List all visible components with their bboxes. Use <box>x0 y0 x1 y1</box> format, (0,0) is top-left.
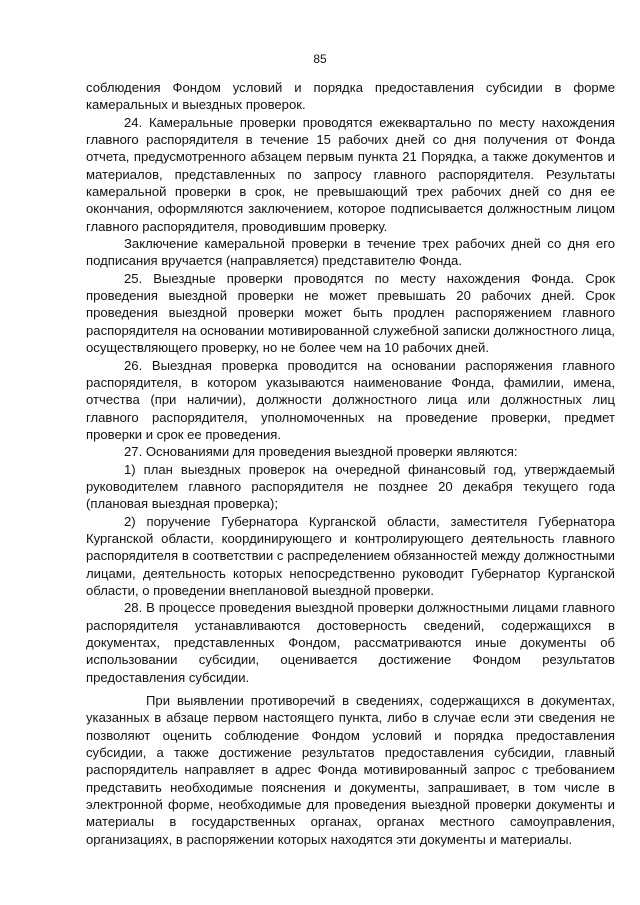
document-body <box>86 79 615 848</box>
page-number: 85 <box>313 52 327 66</box>
paragraph-26: 26. Выездная проверка проводится на основании распоряжения главного распорядителя, в котором указываются наименование Фонда, фамилии, имена, отчества (при наличии), должности должностного лица или должностных лиц главного распорядителя, уполномоченных на проведение проверки, предмет проверки и срок ее проведения. <box>86 357 615 442</box>
paragraph-25: 25. Выездные проверки проводятся по месту нахождения Фонда. Срок проведения выездной проверки не может превышать 20 рабочих дней. Срок проведения выездной проверки может быть продлен распоряжением главного распорядителя на основании мотивированной служебной записки должностного лица, осуществляющего проверку, но не более чем на 10 рабочих дней. <box>86 270 615 356</box>
paragraph-28-contradictions: При выявлении противоречий в сведениях, содержащихся в документах, указанных в абзаце первом настоящего пункта, либо в случае если эти сведения не позволяют оценить соблюдение Фондом условий и порядка предоставления субсидии, а также достижение результатов предоставления субсидии, главный распорядитель направляет в адрес Фонда мотивированный запрос с требованием представить необходимые пояснения и документы, запрашивает, в том числе в электронной форме, необходимые для проведения выездной проверки документы и материалы в государственных органах, органах местного самоуправления, организациях, в распоряжении которых находятся эти документы и материалы. <box>86 693 615 847</box>
paragraph-24: 24. Камеральные проверки проводятся ежеквартально по месту нахождения главного распорядителя в течение 15 рабочих дней со дня получения от Фонда отчета, предусмотренного абзацем первым пункта 21 Порядка, а также документов и материалов, представленных по запросу главного распорядителя. Результаты камеральной проверки в срок, не превышающий трех рабочих дней со дня ее окончания, оформляются заключением, которое подписывается должностным лицом главного распорядителя, проводившим проверку. <box>86 114 615 234</box>
paragraph-24-conclusion: Заключение камеральной проверки в течение трех рабочих дней со дня его подписания вручается (направляется) представителю Фонда. <box>86 236 615 269</box>
paragraph-27: 27. Основаниями для проведения выездной проверки являются: <box>124 444 518 460</box>
paragraph-continuation: соблюдения Фондом условий и порядка предоставления субсидии в форме камеральных и выездных проверок. <box>86 80 615 113</box>
paragraph-28: 28. В процессе проведения выездной проверки должностными лицами главного распорядителя устанавливаются достоверность сведений, содержащихся в документах, представленных Фондом, рассматриваются иные документы об использовании субсидии, оценивается достижение Фондом результатов предоставления субсидии. <box>86 600 615 685</box>
paragraph-27-item-1: 1) план выездных проверок на очередной финансовый год, утверждаемый руководителем главного распорядителя не позднее 20 декабря текущего года (плановая выездная проверка); <box>86 461 615 512</box>
paragraph-27-item-2: 2) поручение Губернатора Курганской области, заместителя Губернатора Курганской области, координирующего и контролирующего деятельность главного распорядителя в соответствии с распределением обязанностей между должностными лицами, деятельность которых непосредственно руководит Губернатор Курганской области, о проведении внеплановой выездной проверки. <box>86 513 615 598</box>
